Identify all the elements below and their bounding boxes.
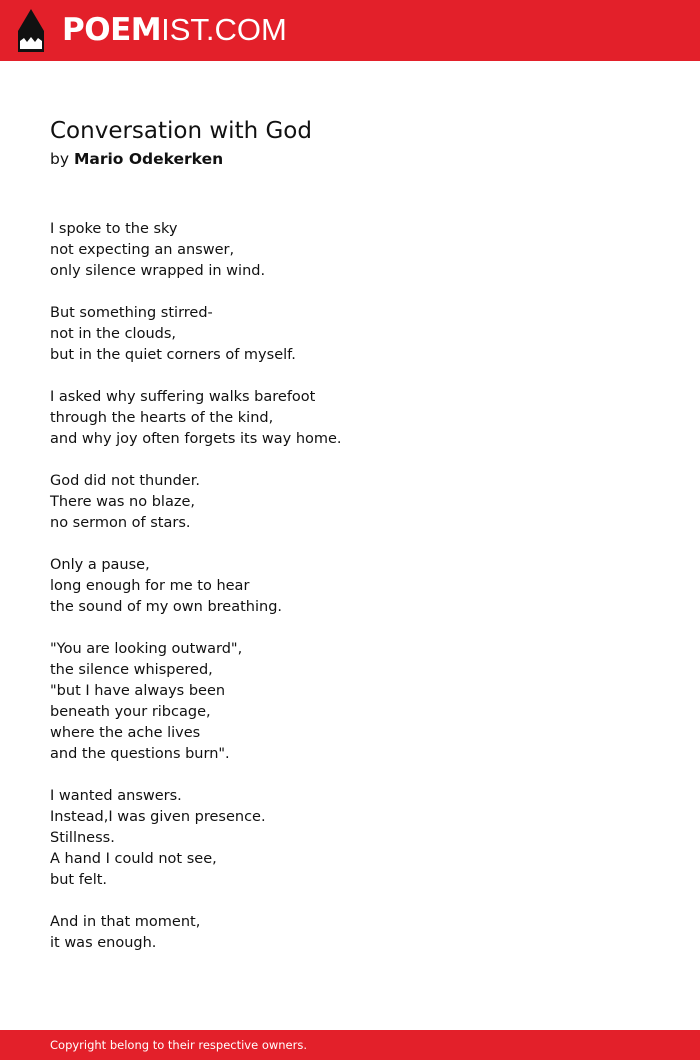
poem-line: long enough for me to hear xyxy=(50,578,250,594)
poem-body xyxy=(50,219,650,975)
site-logo[interactable] xyxy=(62,12,287,48)
poem-line: but in the quiet corners of myself. xyxy=(50,347,296,363)
poem-line: "You are looking outward", xyxy=(50,641,243,657)
poem-line: I spoke to the sky xyxy=(50,221,178,237)
site-footer xyxy=(0,1030,700,1060)
poem-line: it was enough. xyxy=(50,935,157,951)
poem-line: the sound of my own breathing. xyxy=(50,599,283,615)
poem-line: and the questions burn". xyxy=(50,746,230,762)
poem-line: A hand I could not see, xyxy=(50,851,217,867)
poem-stanza xyxy=(50,912,650,954)
poem-stanza xyxy=(50,555,650,618)
poem-stanza xyxy=(50,639,650,765)
poem-line: the silence whispered, xyxy=(50,662,213,678)
poem-line: And in that moment, xyxy=(50,914,201,930)
pencil-tip-icon[interactable] xyxy=(16,9,46,52)
logo-bold-text: POEM xyxy=(62,12,162,48)
poem-line: Instead,I was given presence. xyxy=(50,809,266,825)
poem-line: no sermon of stars. xyxy=(50,515,191,531)
poem-line: I wanted answers. xyxy=(50,788,182,804)
poem-line: I asked why suffering walks barefoot xyxy=(50,389,316,405)
poem-stanza xyxy=(50,786,650,891)
poem-line: not in the clouds, xyxy=(50,326,177,342)
poem-stanza xyxy=(50,219,650,282)
poem-author: Mario Odekerken xyxy=(73,150,224,168)
poem-line: beneath your ribcage, xyxy=(50,704,211,720)
poem-stanza xyxy=(50,303,650,366)
poem-line: only silence wrapped in wind. xyxy=(50,263,266,279)
copyright-text: Copyright belong to their respective owners. xyxy=(50,1038,308,1052)
poem-line: "but I have always been xyxy=(50,683,226,699)
poem-line: Stillness. xyxy=(50,830,115,846)
poem-line: God did not thunder. xyxy=(50,473,200,489)
poem-title: Conversation with God xyxy=(50,118,312,144)
poem-line: There was no blaze, xyxy=(50,494,195,510)
poem-line: through the hearts of the kind, xyxy=(50,410,274,426)
poem-line: not expecting an answer, xyxy=(50,242,235,258)
poem-stanza xyxy=(50,387,650,450)
poem-line: where the ache lives xyxy=(50,725,201,741)
poem-line: and why joy often forgets its way home. xyxy=(50,431,342,447)
poem-line: But something stirred- xyxy=(50,305,213,321)
poem-line: Only a pause, xyxy=(50,557,150,573)
logo-rest-text: IST.COM xyxy=(161,12,287,47)
by-label: by xyxy=(50,150,70,168)
poem-stanza xyxy=(50,471,650,534)
poem-byline xyxy=(50,148,223,170)
site-header xyxy=(0,0,700,61)
poem-line: but felt. xyxy=(50,872,108,888)
